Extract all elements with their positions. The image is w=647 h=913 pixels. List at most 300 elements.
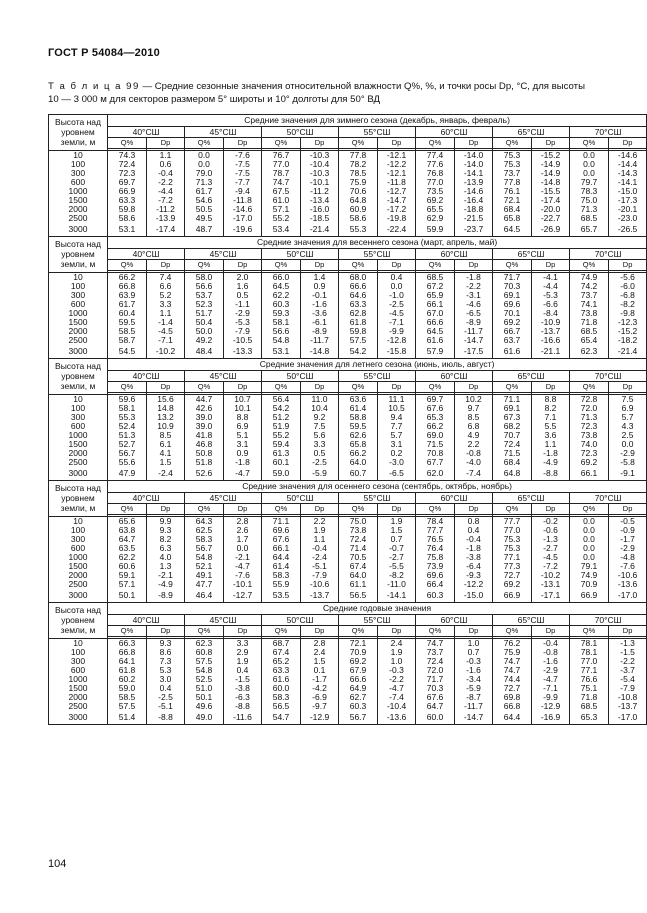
- height-cell: 100: [49, 160, 108, 169]
- dewpoint-cell: 5.2: [147, 291, 185, 300]
- humidity-cell: 60.3: [262, 300, 301, 309]
- humidity-cell: 57.5: [185, 657, 224, 666]
- dewpoint-cell: 5.6: [301, 431, 339, 440]
- humidity-cell: 48.4: [185, 345, 224, 359]
- dewpoint-col-header: Dp: [147, 138, 185, 149]
- dewpoint-cell: -8.2: [378, 571, 416, 580]
- dewpoint-cell: 8.2: [147, 535, 185, 544]
- humidity-cell: 65.4: [570, 336, 609, 345]
- dewpoint-cell: -9.9: [532, 693, 570, 702]
- humidity-cell: 64.8: [493, 467, 532, 481]
- table-row: [49, 422, 647, 431]
- humidity-col-header: Q%: [262, 504, 301, 515]
- table-row: [49, 458, 647, 467]
- humidity-cell: 75.0: [339, 517, 378, 527]
- dewpoint-cell: 7.3: [147, 657, 185, 666]
- dewpoint-cell: -6.8: [609, 291, 647, 300]
- dewpoint-cell: 2.4: [301, 648, 339, 657]
- page-number: 104: [48, 858, 67, 870]
- humidity-col-header: Q%: [570, 504, 609, 515]
- humidity-cell: 77.8: [339, 151, 378, 161]
- humidity-cell: 63.9: [108, 291, 147, 300]
- height-cell: 300: [49, 169, 108, 178]
- humidity-cell: 67.6: [416, 693, 455, 702]
- humidity-col-header: Q%: [416, 626, 455, 637]
- humidity-cell: 70.8: [416, 449, 455, 458]
- humidity-cell: 70.3: [416, 684, 455, 693]
- humidity-cell: 67.6: [416, 404, 455, 413]
- dewpoint-cell: -10.5: [224, 336, 262, 345]
- dewpoint-cell: 11.1: [378, 395, 416, 405]
- dewpoint-cell: -17.3: [609, 196, 647, 205]
- dewpoint-cell: -4.6: [455, 300, 493, 309]
- dewpoint-col-header: Dp: [455, 504, 493, 515]
- humidity-cell: 70.1: [493, 309, 532, 318]
- dewpoint-cell: 7.5: [609, 395, 647, 405]
- latitude-header: 50°СШ: [262, 249, 339, 260]
- dewpoint-cell: -9.1: [609, 467, 647, 481]
- humidity-cell: 0.0: [570, 526, 609, 535]
- humidity-cell: 67.4: [262, 648, 301, 657]
- humidity-cell: 77.1: [570, 666, 609, 675]
- humidity-cell: 77.0: [262, 160, 301, 169]
- dewpoint-cell: -20.1: [609, 205, 647, 214]
- season-title-row: [49, 237, 647, 249]
- humidity-col-header: Q%: [108, 504, 147, 515]
- dewpoint-cell: -14.8: [532, 178, 570, 187]
- latitude-header: 60°СШ: [416, 493, 493, 504]
- dewpoint-cell: 6.9: [224, 422, 262, 431]
- humidity-cell: 61.6: [493, 345, 532, 359]
- latitude-header: 45°СШ: [185, 127, 262, 138]
- dewpoint-cell: -2.1: [147, 571, 185, 580]
- humidity-col-header: Q%: [570, 382, 609, 393]
- dewpoint-cell: -10.3: [301, 151, 339, 161]
- dewpoint-cell: 7.1: [532, 413, 570, 422]
- humidity-cell: 54.6: [185, 196, 224, 205]
- dewpoint-cell: 5.5: [532, 422, 570, 431]
- dewpoint-cell: -10.3: [301, 169, 339, 178]
- dewpoint-cell: 0.5: [224, 291, 262, 300]
- humidity-cell: 72.3: [570, 422, 609, 431]
- humidity-cell: 66.7: [493, 327, 532, 336]
- dewpoint-cell: -21.4: [301, 223, 339, 237]
- dewpoint-cell: -6.9: [301, 693, 339, 702]
- humidity-cell: 74.7: [493, 657, 532, 666]
- humidity-cell: 68.5: [570, 327, 609, 336]
- dewpoint-col-header: Dp: [455, 626, 493, 637]
- latitude-header: 70°СШ: [570, 493, 647, 504]
- height-cell: 100: [49, 282, 108, 291]
- humidity-cell: 70.5: [339, 553, 378, 562]
- humidity-cell: 60.8: [185, 648, 224, 657]
- humidity-cell: 69.6: [493, 300, 532, 309]
- humidity-cell: 67.5: [262, 187, 301, 196]
- humidity-col-header: Q%: [493, 504, 532, 515]
- dewpoint-cell: 1.0: [455, 639, 493, 649]
- height-cell: 600: [49, 544, 108, 553]
- dewpoint-col-header: Dp: [609, 626, 647, 637]
- humidity-cell: 63.3: [108, 196, 147, 205]
- humidity-cell: 65.7: [570, 223, 609, 237]
- height-cell: 1500: [49, 440, 108, 449]
- dewpoint-cell: -15.0: [455, 589, 493, 603]
- document-header: ГОСТ Р 54084—2010: [48, 47, 160, 59]
- height-cell: 1500: [49, 684, 108, 693]
- humidity-cell: 77.1: [493, 553, 532, 562]
- latitude-header: 60°СШ: [416, 127, 493, 138]
- humidity-cell: 62.3: [570, 345, 609, 359]
- dewpoint-cell: -10.6: [301, 580, 339, 589]
- humidity-cell: 77.0: [570, 657, 609, 666]
- dewpoint-cell: -7.1: [147, 336, 185, 345]
- humidity-cell: 58.0: [185, 273, 224, 283]
- humidity-cell: 79.0: [185, 169, 224, 178]
- humidity-col-header: Q%: [185, 626, 224, 637]
- humidity-cell: 57.9: [416, 345, 455, 359]
- dewpoint-col-header: Dp: [378, 382, 416, 393]
- humidity-cell: 76.5: [416, 535, 455, 544]
- dewpoint-cell: -4.4: [147, 187, 185, 196]
- dewpoint-cell: -6.5: [455, 309, 493, 318]
- table-row: [49, 580, 647, 589]
- humidity-cell: 74.7: [416, 639, 455, 649]
- dewpoint-cell: -1.6: [532, 657, 570, 666]
- humidity-cell: 67.9: [339, 666, 378, 675]
- latitude-header: 55°СШ: [339, 127, 416, 138]
- dewpoint-cell: -0.4: [455, 535, 493, 544]
- dewpoint-cell: -4.7: [532, 675, 570, 684]
- dewpoint-cell: 4.1: [147, 449, 185, 458]
- dewpoint-cell: 3.0: [147, 675, 185, 684]
- dewpoint-col-header: Dp: [532, 382, 570, 393]
- latitude-header: 50°СШ: [262, 493, 339, 504]
- dewpoint-col-header: Dp: [532, 260, 570, 271]
- humidity-cell: 67.6: [262, 535, 301, 544]
- humidity-cell: 61.4: [339, 404, 378, 413]
- height-cell: 3000: [49, 223, 108, 237]
- dewpoint-cell: 2.2: [455, 440, 493, 449]
- humidity-cell: 78.7: [262, 169, 301, 178]
- dewpoint-cell: 2.8: [224, 517, 262, 527]
- humidity-cell: 58.5: [108, 693, 147, 702]
- dewpoint-col-header: Dp: [301, 138, 339, 149]
- latitude-header: 45°СШ: [185, 493, 262, 504]
- dewpoint-cell: 9.3: [147, 526, 185, 535]
- dewpoint-cell: -4.0: [455, 458, 493, 467]
- humidity-cell: 66.3: [108, 639, 147, 649]
- humidity-cell: 79.7: [570, 178, 609, 187]
- humidity-cell: 69.2: [570, 458, 609, 467]
- humidity-cell: 60.9: [339, 205, 378, 214]
- dewpoint-cell: -12.7: [378, 187, 416, 196]
- humidity-cell: 52.6: [185, 467, 224, 481]
- humidity-cell: 58.3: [262, 571, 301, 580]
- humidity-cell: 52.4: [108, 422, 147, 431]
- humidity-cell: 63.3: [339, 300, 378, 309]
- humidity-cell: 66.2: [416, 422, 455, 431]
- dewpoint-cell: -6.0: [609, 282, 647, 291]
- humidity-cell: 66.2: [339, 449, 378, 458]
- dewpoint-cell: -7.7: [224, 178, 262, 187]
- humidity-cell: 60.0: [262, 684, 301, 693]
- dewpoint-cell: 0.7: [455, 648, 493, 657]
- dewpoint-cell: -14.1: [378, 589, 416, 603]
- humidity-cell: 51.8: [185, 458, 224, 467]
- humidity-cell: 73.8: [339, 526, 378, 535]
- humidity-cell: 73.7: [493, 169, 532, 178]
- humidity-cell: 59.8: [108, 205, 147, 214]
- dewpoint-col-header: Dp: [455, 382, 493, 393]
- humidity-cell: 71.3: [570, 205, 609, 214]
- humidity-cell: 76.8: [416, 169, 455, 178]
- humidity-cell: 75.3: [493, 544, 532, 553]
- humidity-cell: 58.1: [108, 404, 147, 413]
- dewpoint-cell: 9.3: [147, 639, 185, 649]
- dewpoint-cell: -13.9: [455, 178, 493, 187]
- dewpoint-col-header: Dp: [378, 504, 416, 515]
- humidity-col-header: Q%: [416, 504, 455, 515]
- dewpoint-cell: 2.9: [224, 648, 262, 657]
- humidity-cell: 70.6: [339, 187, 378, 196]
- humidity-dewpoint-table: [48, 114, 647, 725]
- height-cell: 1000: [49, 309, 108, 318]
- humidity-cell: 75.3: [493, 160, 532, 169]
- dewpoint-cell: -5.5: [378, 562, 416, 571]
- humidity-cell: 71.7: [493, 273, 532, 283]
- latitude-header-row: [49, 371, 647, 382]
- dewpoint-cell: -0.8: [532, 648, 570, 657]
- dewpoint-cell: -12.9: [301, 711, 339, 725]
- dewpoint-cell: -13.7: [532, 327, 570, 336]
- dewpoint-cell: 3.1: [378, 440, 416, 449]
- humidity-cell: 54.2: [339, 345, 378, 359]
- humidity-cell: 39.0: [185, 413, 224, 422]
- dewpoint-cell: -14.4: [609, 160, 647, 169]
- humidity-cell: 79.1: [570, 562, 609, 571]
- dewpoint-cell: -2.9: [609, 449, 647, 458]
- humidity-col-header: Q%: [185, 382, 224, 393]
- dewpoint-cell: -0.5: [609, 517, 647, 527]
- dewpoint-cell: -17.2: [378, 205, 416, 214]
- humidity-cell: 55.2: [262, 431, 301, 440]
- humidity-cell: 52.7: [108, 440, 147, 449]
- humidity-cell: 51.9: [262, 422, 301, 431]
- dewpoint-cell: -12.3: [609, 318, 647, 327]
- humidity-col-header: Q%: [493, 260, 532, 271]
- dewpoint-cell: -6.6: [532, 300, 570, 309]
- humidity-cell: 65.8: [339, 440, 378, 449]
- height-cell: 1000: [49, 431, 108, 440]
- latitude-header-row: [49, 127, 647, 138]
- dewpoint-cell: 4.9: [455, 431, 493, 440]
- dewpoint-cell: -13.6: [378, 711, 416, 725]
- row-header-cell: Высота над уровнем земли, м: [49, 237, 108, 273]
- dewpoint-cell: -14.3: [609, 169, 647, 178]
- humidity-cell: 69.1: [493, 404, 532, 413]
- humidity-col-header: Q%: [493, 382, 532, 393]
- humidity-cell: 76.4: [416, 544, 455, 553]
- humidity-cell: 68.5: [570, 214, 609, 223]
- dewpoint-cell: -14.0: [455, 151, 493, 161]
- dewpoint-cell: -5.8: [609, 458, 647, 467]
- dewpoint-cell: -1.5: [609, 648, 647, 657]
- dewpoint-cell: -10.2: [532, 571, 570, 580]
- dewpoint-cell: -13.4: [301, 196, 339, 205]
- humidity-cell: 49.1: [185, 571, 224, 580]
- humidity-cell: 72.7: [493, 684, 532, 693]
- dewpoint-cell: 8.8: [532, 395, 570, 405]
- dewpoint-cell: -4.7: [224, 562, 262, 571]
- dewpoint-cell: -8.8: [532, 467, 570, 481]
- dewpoint-cell: -10.6: [609, 571, 647, 580]
- height-cell: 2000: [49, 571, 108, 580]
- row-header-cell: Высота над уровнем земли, м: [49, 115, 108, 151]
- dewpoint-cell: -1.8: [455, 273, 493, 283]
- dewpoint-cell: -2.9: [609, 544, 647, 553]
- dewpoint-cell: -13.7: [609, 702, 647, 711]
- dewpoint-cell: 1.1: [147, 309, 185, 318]
- dewpoint-cell: -13.7: [301, 589, 339, 603]
- dewpoint-cell: 7.4: [147, 273, 185, 283]
- humidity-cell: 64.4: [262, 553, 301, 562]
- dewpoint-cell: -7.4: [378, 693, 416, 702]
- dewpoint-cell: 1.0: [378, 657, 416, 666]
- height-cell: 10: [49, 639, 108, 649]
- humidity-cell: 72.4: [493, 440, 532, 449]
- dewpoint-cell: -6.3: [224, 693, 262, 702]
- humidity-cell: 56.6: [185, 282, 224, 291]
- humidity-cell: 53.5: [262, 589, 301, 603]
- dewpoint-cell: 3.1: [224, 440, 262, 449]
- humidity-cell: 51.2: [262, 413, 301, 422]
- dewpoint-cell: -4.7: [378, 684, 416, 693]
- humidity-col-header: Q%: [108, 260, 147, 271]
- dewpoint-cell: -12.2: [378, 160, 416, 169]
- humidity-cell: 71.4: [339, 544, 378, 553]
- dewpoint-col-header: Dp: [147, 626, 185, 637]
- table-caption: [48, 80, 588, 106]
- humidity-cell: 69.2: [416, 196, 455, 205]
- humidity-cell: 64.1: [108, 657, 147, 666]
- dewpoint-cell: -14.9: [532, 169, 570, 178]
- humidity-cell: 67.0: [416, 309, 455, 318]
- dewpoint-cell: -5.3: [224, 318, 262, 327]
- humidity-cell: 0.0: [570, 544, 609, 553]
- season-title-row: [49, 481, 647, 493]
- dewpoint-cell: 13.2: [147, 413, 185, 422]
- dewpoint-cell: -2.5: [378, 300, 416, 309]
- dewpoint-cell: -14.6: [609, 151, 647, 161]
- humidity-cell: 68.2: [493, 422, 532, 431]
- humidity-cell: 62.3: [185, 639, 224, 649]
- height-cell: 1500: [49, 196, 108, 205]
- humidity-cell: 56.4: [262, 395, 301, 405]
- humidity-cell: 67.7: [416, 458, 455, 467]
- height-cell: 300: [49, 291, 108, 300]
- humidity-cell: 74.9: [570, 571, 609, 580]
- height-cell: 10: [49, 395, 108, 405]
- table-row: [49, 589, 647, 603]
- humidity-cell: 69.2: [339, 657, 378, 666]
- dewpoint-cell: -1.5: [224, 675, 262, 684]
- dewpoint-cell: 3.6: [532, 431, 570, 440]
- humidity-col-header: Q%: [262, 382, 301, 393]
- humidity-cell: 72.4: [416, 657, 455, 666]
- dewpoint-cell: -1.7: [301, 675, 339, 684]
- dewpoint-cell: -17.4: [532, 196, 570, 205]
- dewpoint-cell: -14.1: [609, 178, 647, 187]
- latitude-header: 60°СШ: [416, 615, 493, 626]
- height-cell: 10: [49, 517, 108, 527]
- humidity-cell: 69.6: [416, 571, 455, 580]
- dewpoint-cell: 1.9: [301, 526, 339, 535]
- latitude-header: 45°СШ: [185, 615, 262, 626]
- humidity-cell: 56.7: [339, 711, 378, 725]
- dewpoint-cell: -12.9: [532, 702, 570, 711]
- parameter-header-row: [49, 504, 647, 515]
- dewpoint-cell: -2.9: [224, 309, 262, 318]
- humidity-cell: 56.7: [185, 544, 224, 553]
- dewpoint-cell: 0.9: [224, 449, 262, 458]
- dewpoint-cell: -1.3: [609, 639, 647, 649]
- dewpoint-cell: -18.2: [609, 336, 647, 345]
- dewpoint-cell: -1.6: [455, 666, 493, 675]
- dewpoint-cell: -3.1: [455, 291, 493, 300]
- humidity-cell: 66.6: [416, 318, 455, 327]
- dewpoint-cell: 1.4: [301, 273, 339, 283]
- humidity-cell: 72.0: [570, 404, 609, 413]
- humidity-cell: 0.0: [185, 151, 224, 161]
- humidity-cell: 68.4: [493, 458, 532, 467]
- table-caption-label: Т а б л и ц а 99: [48, 81, 140, 92]
- humidity-cell: 74.9: [570, 273, 609, 283]
- humidity-cell: 57.5: [339, 336, 378, 345]
- dewpoint-cell: -7.2: [147, 196, 185, 205]
- humidity-cell: 72.3: [570, 449, 609, 458]
- dewpoint-cell: -12.7: [224, 589, 262, 603]
- season-title-row: [49, 359, 647, 371]
- humidity-cell: 60.2: [108, 675, 147, 684]
- height-cell: 1000: [49, 675, 108, 684]
- humidity-cell: 68.4: [493, 205, 532, 214]
- dewpoint-cell: -17.5: [455, 345, 493, 359]
- dewpoint-col-header: Dp: [609, 138, 647, 149]
- dewpoint-cell: 7.7: [378, 422, 416, 431]
- humidity-cell: 54.8: [185, 553, 224, 562]
- dewpoint-cell: -4.1: [532, 273, 570, 283]
- latitude-header: 55°СШ: [339, 249, 416, 260]
- dewpoint-cell: 0.2: [378, 449, 416, 458]
- dewpoint-cell: -8.8: [147, 711, 185, 725]
- dewpoint-cell: 0.4: [378, 273, 416, 283]
- humidity-cell: 66.8: [493, 702, 532, 711]
- dewpoint-cell: 4.0: [147, 553, 185, 562]
- humidity-cell: 72.8: [570, 395, 609, 405]
- latitude-header: 55°СШ: [339, 371, 416, 382]
- humidity-cell: 59.8: [339, 327, 378, 336]
- dewpoint-cell: 15.6: [147, 395, 185, 405]
- humidity-cell: 66.6: [339, 282, 378, 291]
- height-cell: 3000: [49, 589, 108, 603]
- dewpoint-cell: -0.6: [532, 526, 570, 535]
- humidity-cell: 67.4: [339, 562, 378, 571]
- humidity-cell: 71.8: [570, 693, 609, 702]
- humidity-cell: 59.1: [108, 571, 147, 580]
- humidity-cell: 0.0: [570, 151, 609, 161]
- height-cell: 600: [49, 300, 108, 309]
- humidity-cell: 0.0: [570, 160, 609, 169]
